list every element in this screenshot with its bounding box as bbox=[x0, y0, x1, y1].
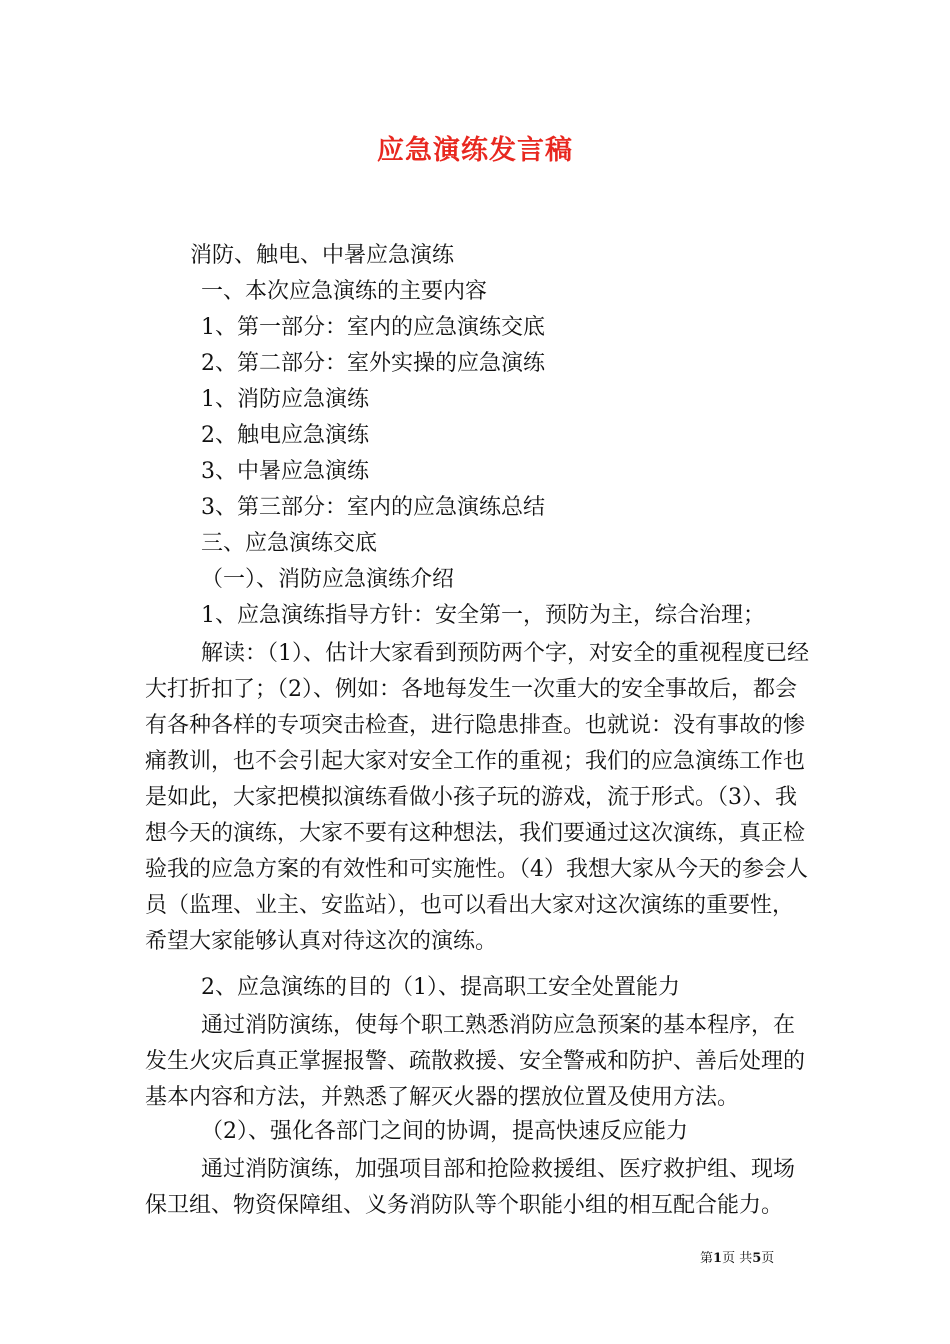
total-pages-number: 5 bbox=[752, 1251, 762, 1266]
document-title: 应急演练发言稿 bbox=[377, 135, 573, 166]
footer-suffix: 页 bbox=[761, 1251, 775, 1266]
list-item: 2、应急演练的目的（1）、提高职工安全处置能力 bbox=[201, 975, 680, 1000]
list-item: 1、消防应急演练 bbox=[201, 387, 369, 412]
list-item: 2、触电应急演练 bbox=[201, 423, 369, 448]
footer-middle: 页 共 bbox=[722, 1251, 753, 1266]
list-item: 3、第三部分：室内的应急演练总结 bbox=[201, 495, 545, 520]
list-item: （2）、强化各部门之间的协调，提高快速反应能力 bbox=[201, 1119, 688, 1144]
current-page-number: 1 bbox=[713, 1251, 723, 1266]
section-heading: 一、本次应急演练的主要内容 bbox=[201, 279, 488, 304]
list-item: 1、应急演练指导方针：安全第一，预防为主，综合治理； bbox=[201, 603, 765, 628]
subsection-heading: （一）、消防应急演练介绍 bbox=[201, 567, 455, 592]
list-item: 1、第一部分：室内的应急演练交底 bbox=[201, 315, 545, 340]
list-item: 2、第二部分：室外实操的应急演练 bbox=[201, 351, 545, 376]
body-paragraph: 通过消防演练，加强项目部和抢险救援组、医疗救护组、现场保卫组、物资保障组、义务消防队等个职能小组的相互配合能力。 bbox=[145, 1157, 796, 1218]
body-paragraph: 通过消防演练，使每个职工熟悉消防应急预案的基本程序，在发生火灾后真正掌握报警、疏散救援、安全警戒和防护、善后处理的基本内容和方法，并熟悉了解灭火器的摆放位置及使用方法。 bbox=[145, 1013, 806, 1110]
footer-prefix: 第 bbox=[700, 1251, 714, 1266]
body-paragraph: 解读：（1）、估计大家看到预防两个字，对安全的重视程度已经大打折扣了；（2）、例如：各地每发生一次重大的安全事故后，都会有各种各样的专项突击检查，进行隐患排查。也就说：没有事故的惨痛教训，也不会引起大家对安全工作的重视；我们的应急演练工作也是如此，大家把模拟演练看做小孩子玩的游戏，流于形式。（3）、我想今天的演练，大家不要有这种想法，我们要通过这次演练，真正检验我的应急方案的有效性和可实施性。（4）我想大家从今天的参会人员（监理、业主、安监站），也可以看出大家对这次演练的重要性，希望大家能够认真对待这次的演练。 bbox=[145, 641, 809, 954]
section-heading: 三、应急演练交底 bbox=[201, 531, 378, 556]
subtitle-line: 消防、触电、中暑应急演练 bbox=[190, 243, 455, 268]
list-item: 3、中暑应急演练 bbox=[201, 459, 369, 484]
page-footer bbox=[700, 1247, 774, 1266]
